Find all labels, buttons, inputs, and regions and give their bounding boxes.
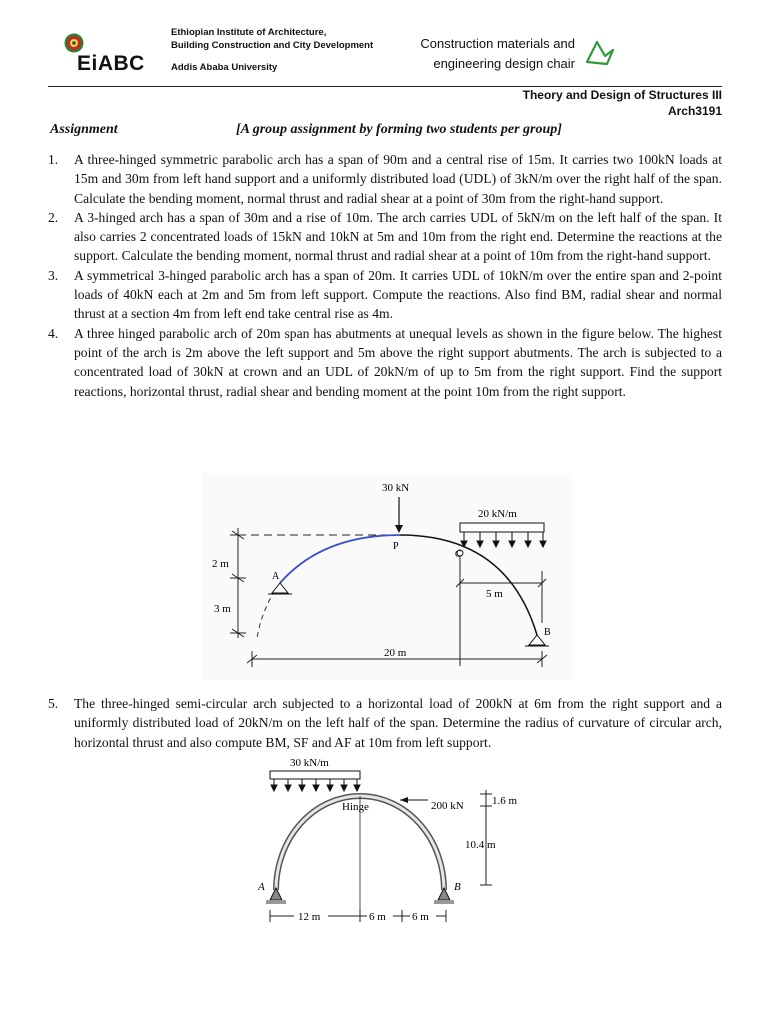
hinge-label: Hinge [342,801,369,813]
header-divider [48,86,722,87]
question-text: A three-hinged symmetric parabolic arch has a span of 90m and a central rise of 15m. It carries two 100kN loads at 15m and 30m from left hand support and a uniformly distributed load (UDL) of 3kN/m over the right half of the span. Calculate the bending moment, normal thrust and radial shear at a point of 30m from the right-hand support. [74,152,722,206]
question-number: 5. [48,696,59,711]
chair-line2: engineering design chair [433,56,575,71]
question-text: A three hinged parabolic arch of 20m span has abutments at unequal levels as shown in the figure below. The highest point of the arch is 2m above the left support and 5m above the right support abutments. The arch is subjected to a concentrated load of 30kN at crown and an UDL of 20kN/m of up to 5m from the right support. Find the support reactions, horizontal thrust, radial shear and bending moment at the point 10m from the right support. [74,325,722,399]
question-number: 4. [48,325,59,341]
arch-left-segment [280,535,400,583]
assignment-note: [A group assignment by forming two students per group] [236,122,562,137]
institute-name-line1: Ethiopian Institute of Architecture, [171,27,327,38]
dim-6m-right: 6 m [412,911,429,923]
question-item [48,266,722,324]
course-code: Arch3191 [667,104,722,118]
point-load-arrow-icon [395,525,403,533]
question-text: A symmetrical 3-hinged parabolic arch has a span of 20m. It carries UDL of 10kN/m over the entire span and 2-point loads of 40kN each at 2m and 5m from left support. Compute the reactions. Also find BM, radial shear and normal thrust at a section 4m from left end take central rise as 4m. [74,267,722,322]
question-list [48,150,722,401]
horizontal-load-arrow-icon [400,797,408,803]
label-c: C [455,549,462,559]
dim-20m: 20 m [384,647,407,659]
point-load-label: 30 kN [382,482,410,494]
udl-label: 20 kN/m [478,508,517,520]
arch-figure-1 [202,473,572,680]
dim-12m: 12 m [298,911,321,923]
dim-3m: 3 m [214,603,231,615]
dim-1-6m: 1.6 m [492,795,518,807]
university-name: Addis Ababa University [171,62,278,73]
question-item [48,208,722,266]
chair-line1: Construction materials and [420,36,575,51]
label-a: A [258,881,265,893]
question-item [48,324,722,401]
udl-arrows-icon [271,779,360,791]
dim-6m-left: 6 m [369,911,386,923]
assignment-label: Assignment [50,122,118,137]
support-a-icon [270,888,282,900]
horizontal-load-label: 200 kN [431,800,464,812]
support-b-icon [438,888,450,900]
label-b: B [544,627,551,638]
question-item [48,150,722,208]
support-b-icon [529,635,545,645]
arch-right-segment [400,535,537,635]
arch-figure-2 [250,752,540,932]
dim-5m: 5 m [486,588,503,600]
label-b: B [454,881,461,893]
course-title: Theory and Design of Structures III [522,88,722,102]
question-number: 1. [48,152,59,167]
udl-block [270,771,360,779]
institute-seal-icon [64,33,84,53]
chair-name [395,34,575,74]
question-item [48,694,722,752]
institute-name-line2: Building Construction and City Development [171,40,374,51]
support-a-icon [272,583,288,593]
question-text: The three-hinged semi-circular arch subjected to a horizontal load of 200kN at 6m from the right support and a uniformly distributed load of 20kN/m on the left half of the span. Determine the radius of curvature of circular arch, horizontal thrust and also compute BM, SF and AF at 10m from left support. [74,696,722,750]
question-list-5 [48,694,722,752]
udl-arrows-icon [461,532,546,547]
dim-2m: 2 m [212,558,229,570]
question-number: 3. [48,267,59,283]
institute-logo-text: EiABC [77,52,145,75]
question-number: 2. [48,209,59,225]
crown-label: P [393,541,399,552]
question-text: A 3-hinged arch has a span of 30m and a rise of 10m. The arch carries UDL of 5kN/m on the left half of the span. It also carries 2 concentrated loads of 15kN and 10kN at 5m and 10m from the right end. Determine the reactions at the support. Calculate the bending moment, normal thrust and radial shear at a point of 10m from the right-hand support. [74,209,722,264]
label-a: A [272,571,280,582]
udl-block [460,523,544,532]
dim-10-4m: 10.4 m [465,839,496,851]
chair-logo-icon [583,38,617,68]
udl-label: 30 kN/m [290,757,329,769]
